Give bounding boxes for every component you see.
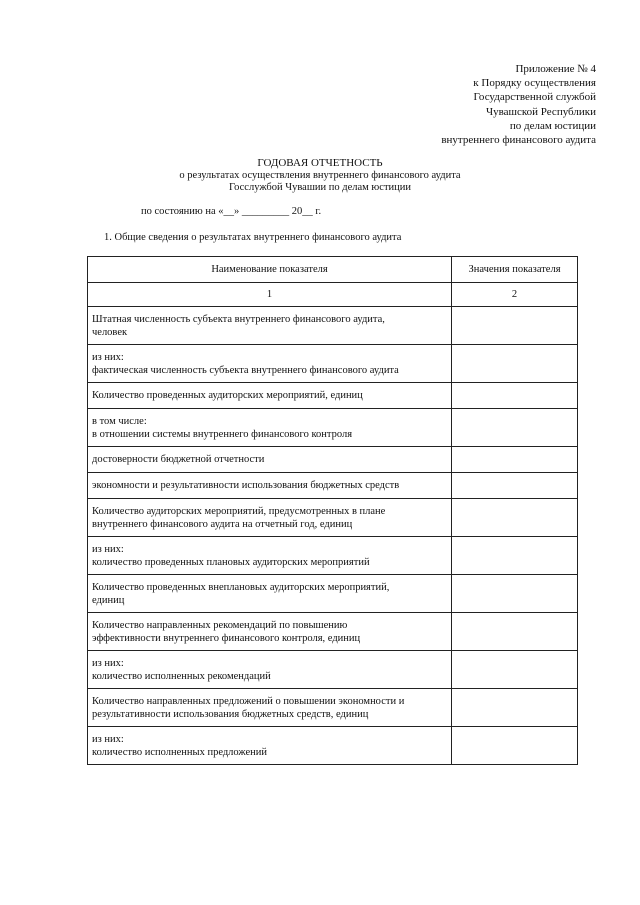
table-row [88, 537, 578, 575]
table-body [88, 307, 578, 765]
indicator-value-cell [452, 447, 578, 473]
header-indicator-name: Наименование показателя [88, 257, 452, 283]
indicator-name-line: Количество направленных рекомендаций по повышению [92, 619, 348, 631]
indicators-table [87, 256, 578, 765]
table-row [88, 345, 578, 383]
table-row [88, 409, 578, 447]
indicator-name-line: внутреннего финансового аудита на отчетный год, единиц [92, 518, 353, 530]
indicator-name-line: Штатная численность субъекта внутреннего финансового аудита, [92, 313, 385, 325]
report-date-line: по состоянию на «__» _________ 20__ г. [141, 206, 322, 217]
indicator-value-cell [452, 537, 578, 575]
table-row [88, 651, 578, 689]
indicator-name-line: количество исполненных рекомендаций [92, 670, 271, 682]
title-organization: Госслужбой Чувашии по делам юстиции [228, 182, 412, 194]
indicator-name-line: достоверности бюджетной отчетности [92, 454, 265, 465]
table-row [88, 689, 578, 727]
indicator-name-line: Количество проведенных внеплановых аудиторских мероприятий, [92, 581, 390, 593]
indicator-name-cell [88, 575, 452, 613]
indicator-name-line: из них: [92, 733, 124, 745]
indicator-value-cell [452, 651, 578, 689]
indicator-name-line: количество проведенных плановых аудиторских мероприятий [92, 556, 370, 568]
table-row [88, 447, 578, 473]
indicator-value-cell [452, 499, 578, 537]
appendix-line: Приложение № 4 [515, 63, 596, 75]
indicator-name-cell [88, 689, 452, 727]
indicator-name-line: количество исполненных предложений [92, 746, 268, 758]
indicator-value-cell [452, 383, 578, 409]
appendix-line: Чувашской Республики [485, 105, 596, 118]
indicator-name-line: эффективности внутреннего финансового контроля, единиц [92, 632, 361, 644]
table-row [88, 383, 578, 409]
appendix-header [441, 62, 596, 147]
indicator-name-cell [88, 499, 452, 537]
column-number: 2 [452, 283, 578, 307]
indicator-name-cell [88, 383, 452, 409]
column-number: 1 [88, 283, 452, 307]
appendix-line: по делам юстиции [509, 119, 596, 132]
indicator-value-cell [452, 307, 578, 345]
indicator-name-cell [88, 307, 452, 345]
indicator-name-cell [88, 345, 452, 383]
table-row [88, 473, 578, 499]
table-row [88, 307, 578, 345]
table-row [88, 727, 578, 765]
indicator-name-cell [88, 613, 452, 651]
indicator-name-cell [88, 447, 452, 473]
indicator-name-line: Количество направленных предложений о повышении экономности и [92, 695, 405, 707]
indicator-name-line: единиц [92, 594, 125, 606]
indicator-name-line: из них: [92, 657, 124, 669]
indicator-value-cell [452, 689, 578, 727]
indicator-name-line: фактическая численность субъекта внутреннего финансового аудита [92, 364, 399, 376]
indicator-name-line: из них: [92, 351, 124, 363]
indicator-value-cell [452, 409, 578, 447]
indicator-name-line: в том числе: [92, 415, 147, 427]
table-row [88, 499, 578, 537]
indicator-value-cell [452, 727, 578, 765]
title-subtitle: о результатах осуществления внутреннего финансового аудита [179, 169, 461, 181]
document-title [0, 157, 640, 195]
indicator-name-cell [88, 727, 452, 765]
header-indicator-value: Значения показателя [452, 257, 578, 283]
indicator-name-line: из них: [92, 543, 124, 555]
indicator-value-cell [452, 613, 578, 651]
indicator-value-cell [452, 575, 578, 613]
indicator-name-line: Количество аудиторских мероприятий, предусмотренных в плане [92, 505, 386, 517]
indicator-name-cell [88, 537, 452, 575]
appendix-line: к Порядку осуществления [473, 77, 596, 90]
table-row [88, 613, 578, 651]
appendix-line: Государственной службой [473, 91, 596, 104]
indicator-name-line: результативности использования бюджетных средств, единиц [92, 708, 369, 720]
indicator-value-cell [452, 473, 578, 499]
indicator-value-cell [452, 345, 578, 383]
indicator-name-line: человек [92, 326, 128, 338]
section-heading: 1. Общие сведения о результатах внутреннего финансового аудита [104, 232, 402, 243]
indicator-name-line: экономности и результативности использования бюджетных средств [92, 480, 400, 491]
table-row [88, 575, 578, 613]
indicator-name-cell [88, 651, 452, 689]
indicator-name-line: в отношении системы внутреннего финансового контроля [92, 428, 353, 440]
title-main: ГОДОВАЯ ОТЧЕТНОСТЬ [257, 157, 383, 169]
appendix-line: внутреннего финансового аудита [441, 134, 596, 147]
table-header-row [88, 257, 578, 283]
indicator-name-line: Количество проведенных аудиторских мероприятий, единиц [92, 390, 363, 401]
indicator-name-cell [88, 473, 452, 499]
indicator-name-cell [88, 409, 452, 447]
table-column-numbers-row [88, 283, 578, 307]
